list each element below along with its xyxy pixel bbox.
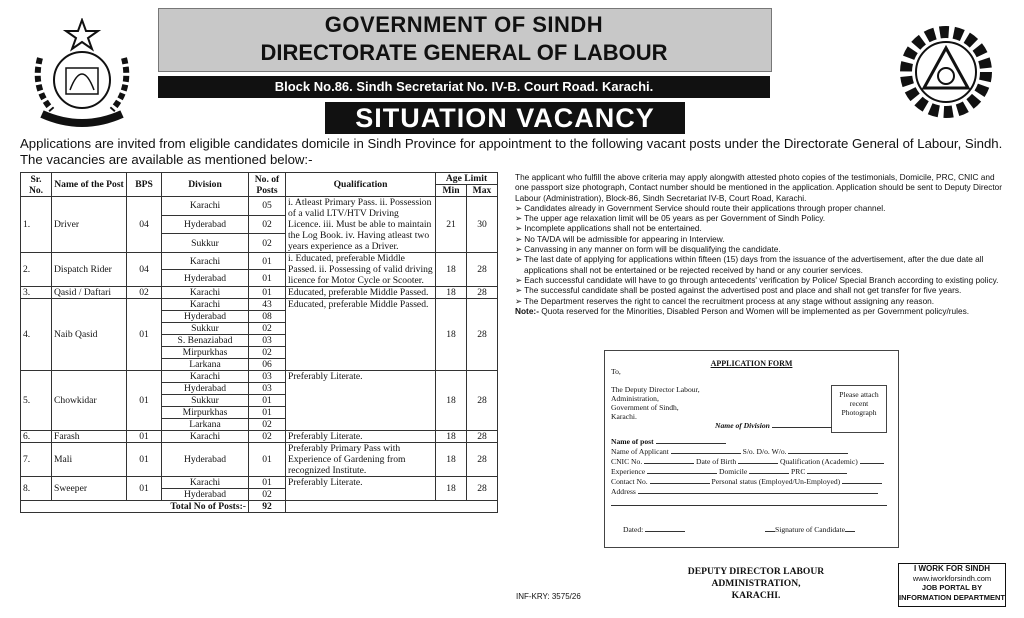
cell-max-age: 28 xyxy=(467,253,498,287)
sindh-government-emblem xyxy=(22,18,142,130)
cell-division: Hyderabad xyxy=(162,489,249,501)
cell-division: Hyderabad xyxy=(162,270,249,287)
cell-bps: 01 xyxy=(127,431,162,443)
table-row xyxy=(21,253,498,270)
cell-division: Karachi xyxy=(162,477,249,489)
cell-max-age: 28 xyxy=(467,371,498,431)
table-row xyxy=(21,477,498,489)
field-applicant: Name of Applicant S/o. D/o. W/o. xyxy=(611,447,891,456)
cell-post: Sweeper xyxy=(52,477,127,501)
cell-posts: 03 xyxy=(249,383,286,395)
total-label: Total No of Posts:- xyxy=(21,501,249,513)
cell-division: Hyderabad xyxy=(162,383,249,395)
condition-item: ➢ The upper age relaxation limit will be 05 years as per Government of Sindh Policy. xyxy=(515,213,826,224)
form-title: APPLICATION FORM xyxy=(710,359,793,368)
arrow-bullet-icon: ➢ xyxy=(515,295,525,306)
condition-item: ➢ The last date of applying for applications within fifteen (15) days from the issuance of the advertisement, after the due date all applications shall not be entertained or be rejected received by hand or any courier services. xyxy=(515,254,984,275)
cell-posts: 01 xyxy=(249,395,286,407)
col-division: Division xyxy=(162,173,249,197)
condition-item: ➢ Canvassing in any manner on form will be disqualifying the candidate. xyxy=(515,244,781,255)
cell-division: Hyderabad xyxy=(162,443,249,477)
intro-paragraph: Applications are invited from eligible candidates domicile in Sindh Province for appointment to the following vacant posts under the Directorate General of Labour, Sindh. The vacancies are available as mentioned below:- xyxy=(20,136,1003,167)
cell-min-age: 18 xyxy=(436,431,467,443)
form-to: To, xyxy=(611,367,621,376)
cell-posts: 01 xyxy=(249,477,286,489)
cell-division: Larkana xyxy=(162,419,249,431)
table-row xyxy=(21,287,498,299)
labour-gear-emblem xyxy=(888,22,1004,122)
conditions-block xyxy=(515,172,1007,316)
cell-posts: 03 xyxy=(249,371,286,383)
cell-posts: 02 xyxy=(249,323,286,335)
cell-qualification: Preferably Literate. xyxy=(286,431,436,443)
cell-division: Mirpurkhas xyxy=(162,407,249,419)
cell-posts: 02 xyxy=(249,419,286,431)
field-signature: Signature of Candidate xyxy=(765,525,855,534)
cell-division: Karachi xyxy=(162,197,249,216)
application-form xyxy=(604,350,899,548)
condition-item: ➢ The successful candidate shall be posted against the advertised post and place and shall not get transfer for five years. xyxy=(515,285,962,296)
cell-sr: 6. xyxy=(21,431,52,443)
cell-posts: 02 xyxy=(249,431,286,443)
cell-post: Naib Qasid xyxy=(52,299,127,371)
table-row xyxy=(21,443,498,477)
cell-bps: 04 xyxy=(127,197,162,253)
cell-sr: 5. xyxy=(21,371,52,431)
col-age-limit: Age Limit xyxy=(436,173,498,185)
cell-posts: 02 xyxy=(249,489,286,501)
cell-division: Hyderabad xyxy=(162,311,249,323)
vacancy-table xyxy=(20,172,498,513)
cell-qualification: Educated, preferable Middle Passed. xyxy=(286,287,436,299)
cell-sr: 1. xyxy=(21,197,52,253)
cell-division: Sukkur xyxy=(162,323,249,335)
cell-posts: 03 xyxy=(249,335,286,347)
col-min: Min xyxy=(436,185,467,197)
cell-max-age: 30 xyxy=(467,197,498,253)
cell-posts: 01 xyxy=(249,407,286,419)
cell-bps: 04 xyxy=(127,253,162,287)
condition-item: ➢ Each successful candidate will have to go through antecedents' verification by Police/ Special Branch according to existing policy. xyxy=(515,274,999,285)
field-name-of-post: Name of post xyxy=(611,437,726,446)
note-label: Note:- xyxy=(515,305,539,316)
conditions-intro: The applicant who fulfill the above criteria may apply alongwith attested photo copies of the testimonials, Domicile, PRC, CNIC and one passport size photograph, Contact number should be mentioned in the application. Application should be sent to Deputy Director Labour (Administration), Block-86, Sindh Secretariat IV-B, Court Road, Karachi. xyxy=(515,172,1003,203)
col-max: Max xyxy=(467,185,498,197)
cell-qualification: Preferably Literate. xyxy=(286,371,436,431)
arrow-bullet-icon: ➢ xyxy=(515,285,525,296)
conditions-list xyxy=(515,203,1007,306)
cell-bps: 01 xyxy=(127,371,162,431)
cell-max-age: 28 xyxy=(467,443,498,477)
arrow-bullet-icon: ➢ xyxy=(515,244,525,255)
cell-posts: 08 xyxy=(249,311,286,323)
table-row xyxy=(21,371,498,383)
signature-block: DEPUTY DIRECTOR LABOUR ADMINISTRATION, KARACHI. xyxy=(687,566,825,601)
cell-qualification: Preferably Primary Pass with Experience of Gardening from recognized Institute. xyxy=(286,443,436,477)
cell-post: Driver xyxy=(52,197,127,253)
cell-post: Mali xyxy=(52,443,127,477)
cell-post: Qasid / Daftari xyxy=(52,287,127,299)
cell-max-age: 28 xyxy=(467,477,498,501)
cell-qualification: Educated, preferable Middle Passed. xyxy=(286,299,436,371)
arrow-bullet-icon: ➢ xyxy=(515,274,525,285)
form-address: The Deputy Director Labour, Administration, Government of Sindh, Karachi. xyxy=(611,385,700,421)
cell-min-age: 18 xyxy=(436,371,467,431)
cell-division: S. Benaziabad xyxy=(162,335,249,347)
cell-posts: 02 xyxy=(249,347,286,359)
directorate-title: DIRECTORATE GENERAL OF LABOUR xyxy=(260,40,668,65)
field-experience: Experience Domicile PRC xyxy=(611,467,893,476)
col-post: Name of the Post xyxy=(52,173,127,197)
cell-division: Karachi xyxy=(162,431,249,443)
field-dated: Dated: xyxy=(623,525,685,534)
cell-bps: 02 xyxy=(127,287,162,299)
address-bar: Block No.86. Sindh Secretariat No. IV-B. Court Road. Karachi. xyxy=(158,76,770,98)
total-value: 92 xyxy=(249,501,286,513)
cell-sr: 8. xyxy=(21,477,52,501)
cell-min-age: 18 xyxy=(436,443,467,477)
cell-division: Hyderabad xyxy=(162,215,249,234)
cell-min-age: 18 xyxy=(436,477,467,501)
cell-post: Farash xyxy=(52,431,127,443)
arrow-bullet-icon: ➢ xyxy=(515,254,525,265)
cell-posts: 02 xyxy=(249,234,286,253)
cell-posts: 02 xyxy=(249,215,286,234)
field-contact: Contact No. Personal status (Employed/Un-Employed) xyxy=(611,477,893,486)
table-row xyxy=(21,299,498,311)
cell-division: Mirpurkhas xyxy=(162,347,249,359)
cell-max-age: 28 xyxy=(467,299,498,371)
condition-item: ➢ Candidates already in Government Service should route their applications through proper channel. xyxy=(515,202,886,213)
note-text: Quota reserved for the Minorities, Disabled Person and Women will be implemented as per Government policy/rules. xyxy=(541,305,970,316)
inf-reference: INF-KRY: 3575/26 xyxy=(516,592,581,601)
government-title: GOVERNMENT OF SINDH xyxy=(324,12,604,37)
photo-box: Please attach recent Photograph xyxy=(831,385,887,433)
cell-post: Dispatch Rider xyxy=(52,253,127,287)
arrow-bullet-icon: ➢ xyxy=(515,233,525,244)
situation-vacancy-title: SITUATION VACANCY xyxy=(325,102,685,134)
col-sr: Sr. No. xyxy=(21,173,52,197)
col-bps: BPS xyxy=(127,173,162,197)
cell-sr: 2. xyxy=(21,253,52,287)
cell-sr: 3. xyxy=(21,287,52,299)
cell-max-age: 28 xyxy=(467,431,498,443)
cell-min-age: 18 xyxy=(436,299,467,371)
cell-division: Karachi xyxy=(162,287,249,299)
arrow-bullet-icon: ➢ xyxy=(515,213,525,224)
field-address: Address xyxy=(611,487,893,496)
cell-division: Karachi xyxy=(162,299,249,311)
cell-bps: 01 xyxy=(127,477,162,501)
condition-item: ➢ No TA/DA will be admissible for appearing in Interview. xyxy=(515,233,725,244)
cell-min-age: 18 xyxy=(436,287,467,299)
cell-qualification: i. Educated, preferable Middle Passed. ii. Possessing of valid driving licence for Motor Cycle or Scooter. xyxy=(286,253,436,287)
cell-posts: 05 xyxy=(249,197,286,216)
cell-min-age: 18 xyxy=(436,253,467,287)
condition-item: ➢ The Department reserves the right to cancel the recruitment process at any stage without assigning any reason. xyxy=(515,295,935,306)
cell-posts: 01 xyxy=(249,287,286,299)
cell-posts: 01 xyxy=(249,253,286,270)
cell-post: Chowkidar xyxy=(52,371,127,431)
cell-max-age: 28 xyxy=(467,287,498,299)
form-division: Name of Division xyxy=(715,421,832,430)
cell-bps: 01 xyxy=(127,443,162,477)
cell-bps: 01 xyxy=(127,299,162,371)
cell-posts: 01 xyxy=(249,270,286,287)
cell-division: Karachi xyxy=(162,253,249,270)
cell-qualification: Preferably Literate. xyxy=(286,477,436,501)
cell-posts: 43 xyxy=(249,299,286,311)
total-filler xyxy=(286,501,498,513)
cell-division: Larkana xyxy=(162,359,249,371)
iworkforsindh-stamp: I WORK FOR SINDH www.iworkforsindh.com JOB PORTAL BY INFORMATION DEPARTMENT xyxy=(898,563,1006,607)
cell-min-age: 21 xyxy=(436,197,467,253)
cell-division: Sukkur xyxy=(162,395,249,407)
cell-division: Karachi xyxy=(162,371,249,383)
cell-sr: 7. xyxy=(21,443,52,477)
col-posts: No. of Posts xyxy=(249,173,286,197)
arrow-bullet-icon: ➢ xyxy=(515,223,525,234)
col-qualification: Qualification xyxy=(286,173,436,197)
table-row xyxy=(21,431,498,443)
cell-sr: 4. xyxy=(21,299,52,371)
cell-posts: 01 xyxy=(249,443,286,477)
cell-posts: 06 xyxy=(249,359,286,371)
cell-qualification: i. Atleast Primary Pass. ii. Possession of a valid LTV/HTV Driving Licence. iii. Must be able to maintain the Log Book. iv. Having atleast two years experience as a Driver. xyxy=(286,197,436,253)
table-row xyxy=(21,197,498,216)
arrow-bullet-icon: ➢ xyxy=(515,202,525,213)
field-cnic: CNIC No. Date of Birth Qualification (Academic) xyxy=(611,457,893,466)
condition-item: ➢ Incomplete applications shall not be entertained. xyxy=(515,223,702,234)
cell-division: Sukkur xyxy=(162,234,249,253)
